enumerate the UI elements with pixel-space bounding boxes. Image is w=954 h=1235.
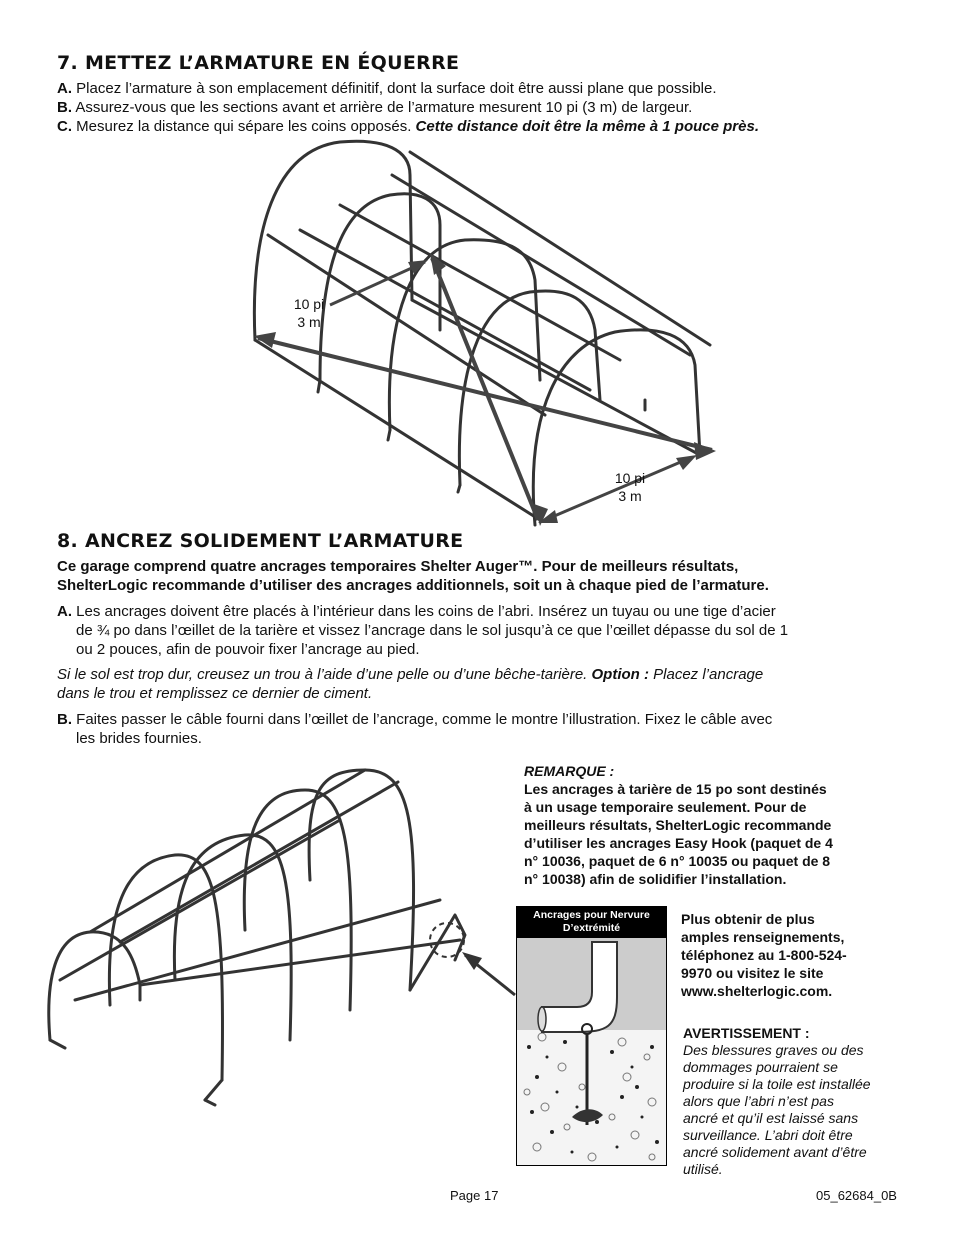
step-7b-text: Assurez-vous que les sections avant et arrière de l’armature mesurent 10 pi (3 m) de largeur. [75,99,693,116]
anchor-inset-label-line2: D’extrémité [562,922,621,934]
warning-line-4: alors que l’abri n’est pas [683,1093,834,1109]
info-line-4: 9970 ou visitez le site [681,965,824,981]
note-line-5: n° 10036, paquet de 6 n° 10035 ou paquet de 8 [524,853,831,869]
warning-line-2: dommages pourraient se [683,1059,838,1075]
warning-line-3: produire si la toile est installée [683,1076,871,1092]
step-7c-emphasis: Cette distance doit être la même à 1 pouce près. [415,118,759,135]
dimension-label-2-ft: 10 pi [614,470,646,486]
warning-line-6: surveillance. L’abri doit être [683,1127,853,1143]
document-code: 05_62684_0B [816,1188,897,1203]
step-8b-line1: Faites passer le câble fourni dans l’œillet de l’ancrage, comme le montre l’illustration. Fixez le câble avec [76,711,773,728]
section8-title: 8. ANCREZ SOLIDEMENT L’ARMATURE [57,530,464,552]
dimension-label-1 [292,295,326,331]
note-block [524,762,884,888]
step-8a-line1: Les ancrages doivent être placés à l’intérieur dans les coins de l’abri. Insérez un tuyau ou une tige d’acier [76,603,776,620]
dimension-label-1-ft: 10 pi [293,296,325,312]
warning-line-8: utilisé. [683,1161,723,1177]
note-line-1: Les ancrages à tarière de 15 po sont destinés [524,781,827,797]
anchor-illustration [517,907,666,1165]
note-line-2: à un usage temporaire seulement. Pour de [524,799,807,815]
note-line-4: d’utiliser les ancrages Easy Hook (paquet de 4 [524,835,833,851]
info-line-1: Plus obtenir de plus [681,911,815,927]
step-7b-label: B. [57,99,72,116]
hard-soil-line2: dans le trou et remplissez ce dernier de ciment. [57,685,373,702]
anchor-inset-label-line1: Ancrages pour Nervure [533,909,650,921]
hard-soil-note [57,665,763,703]
dimension-label-2 [613,469,647,505]
step-8a-label: A. [57,603,72,620]
option-text: Placez l’ancrage [653,666,764,683]
step-7a-text: Placez l’armature à son emplacement définitif, dont la surface doit être aussi plane que possible. [76,80,717,97]
hard-soil-line1: Si le sol est trop dur, creusez un trou à l’aide d’une pelle ou d’une bêche-tarière. [57,666,588,683]
note-line-3: meilleurs résultats, ShelterLogic recommande [524,817,832,833]
anchor-inset [516,906,667,1166]
step-8b-line2: les brides fournies. [76,730,202,747]
info-line-2: amples renseignements, [681,929,845,945]
info-line-3: téléphonez au 1-800-524- [681,947,847,963]
step-8a-line2: de ¾ po dans l’œillet de la tarière et vissez l’ancrage dans le sol jusqu’à ce que l’œillet dépasse du sol de 1 [76,622,789,639]
step-7c-text: Mesurez la distance qui sépare les coins opposés. [76,118,412,135]
option-label: Option : [591,666,649,683]
warning-heading: AVERTISSEMENT : [683,1025,810,1041]
info-block [681,910,881,1000]
warning-line-1: Des blessures graves ou des [683,1042,864,1058]
page-number: Page 17 [450,1188,499,1203]
info-line-5: www.shelterlogic.com. [681,983,833,999]
step-7c-label: C. [57,118,72,135]
dimension-label-1-m: 3 m [297,314,321,330]
section7-title: 7. METTEZ L’ARMATURE EN ÉQUERRE [57,52,460,74]
step-8a-line3: ou 2 pouces, afin de pouvoir fixer l’ancrage au pied. [76,641,420,658]
step-8a [57,602,788,659]
dimension-label-2-m: 3 m [618,488,642,504]
warning-line-5: ancré et qu’il est laissé sans [683,1110,859,1126]
note-line-6: n° 10038) afin de solidifier l’installation. [524,871,787,887]
section8-intro-line1: Ce garage comprend quatre ancrages temporaires Shelter Auger™. Pour de meilleurs résultats, [57,558,739,575]
step-7a-label: A. [57,80,72,97]
section8-intro-line2: ShelterLogic recommande d’utiliser des ancrages additionnels, soit un à chaque pied de l’armature. [57,577,769,594]
step-8b-label: B. [57,711,72,728]
warning-block [683,1025,898,1178]
note-heading: REMARQUE : [524,763,615,779]
step-8b [57,710,772,748]
warning-line-7: ancré solidement avant d’être [683,1144,867,1160]
section8-intro [57,557,769,595]
